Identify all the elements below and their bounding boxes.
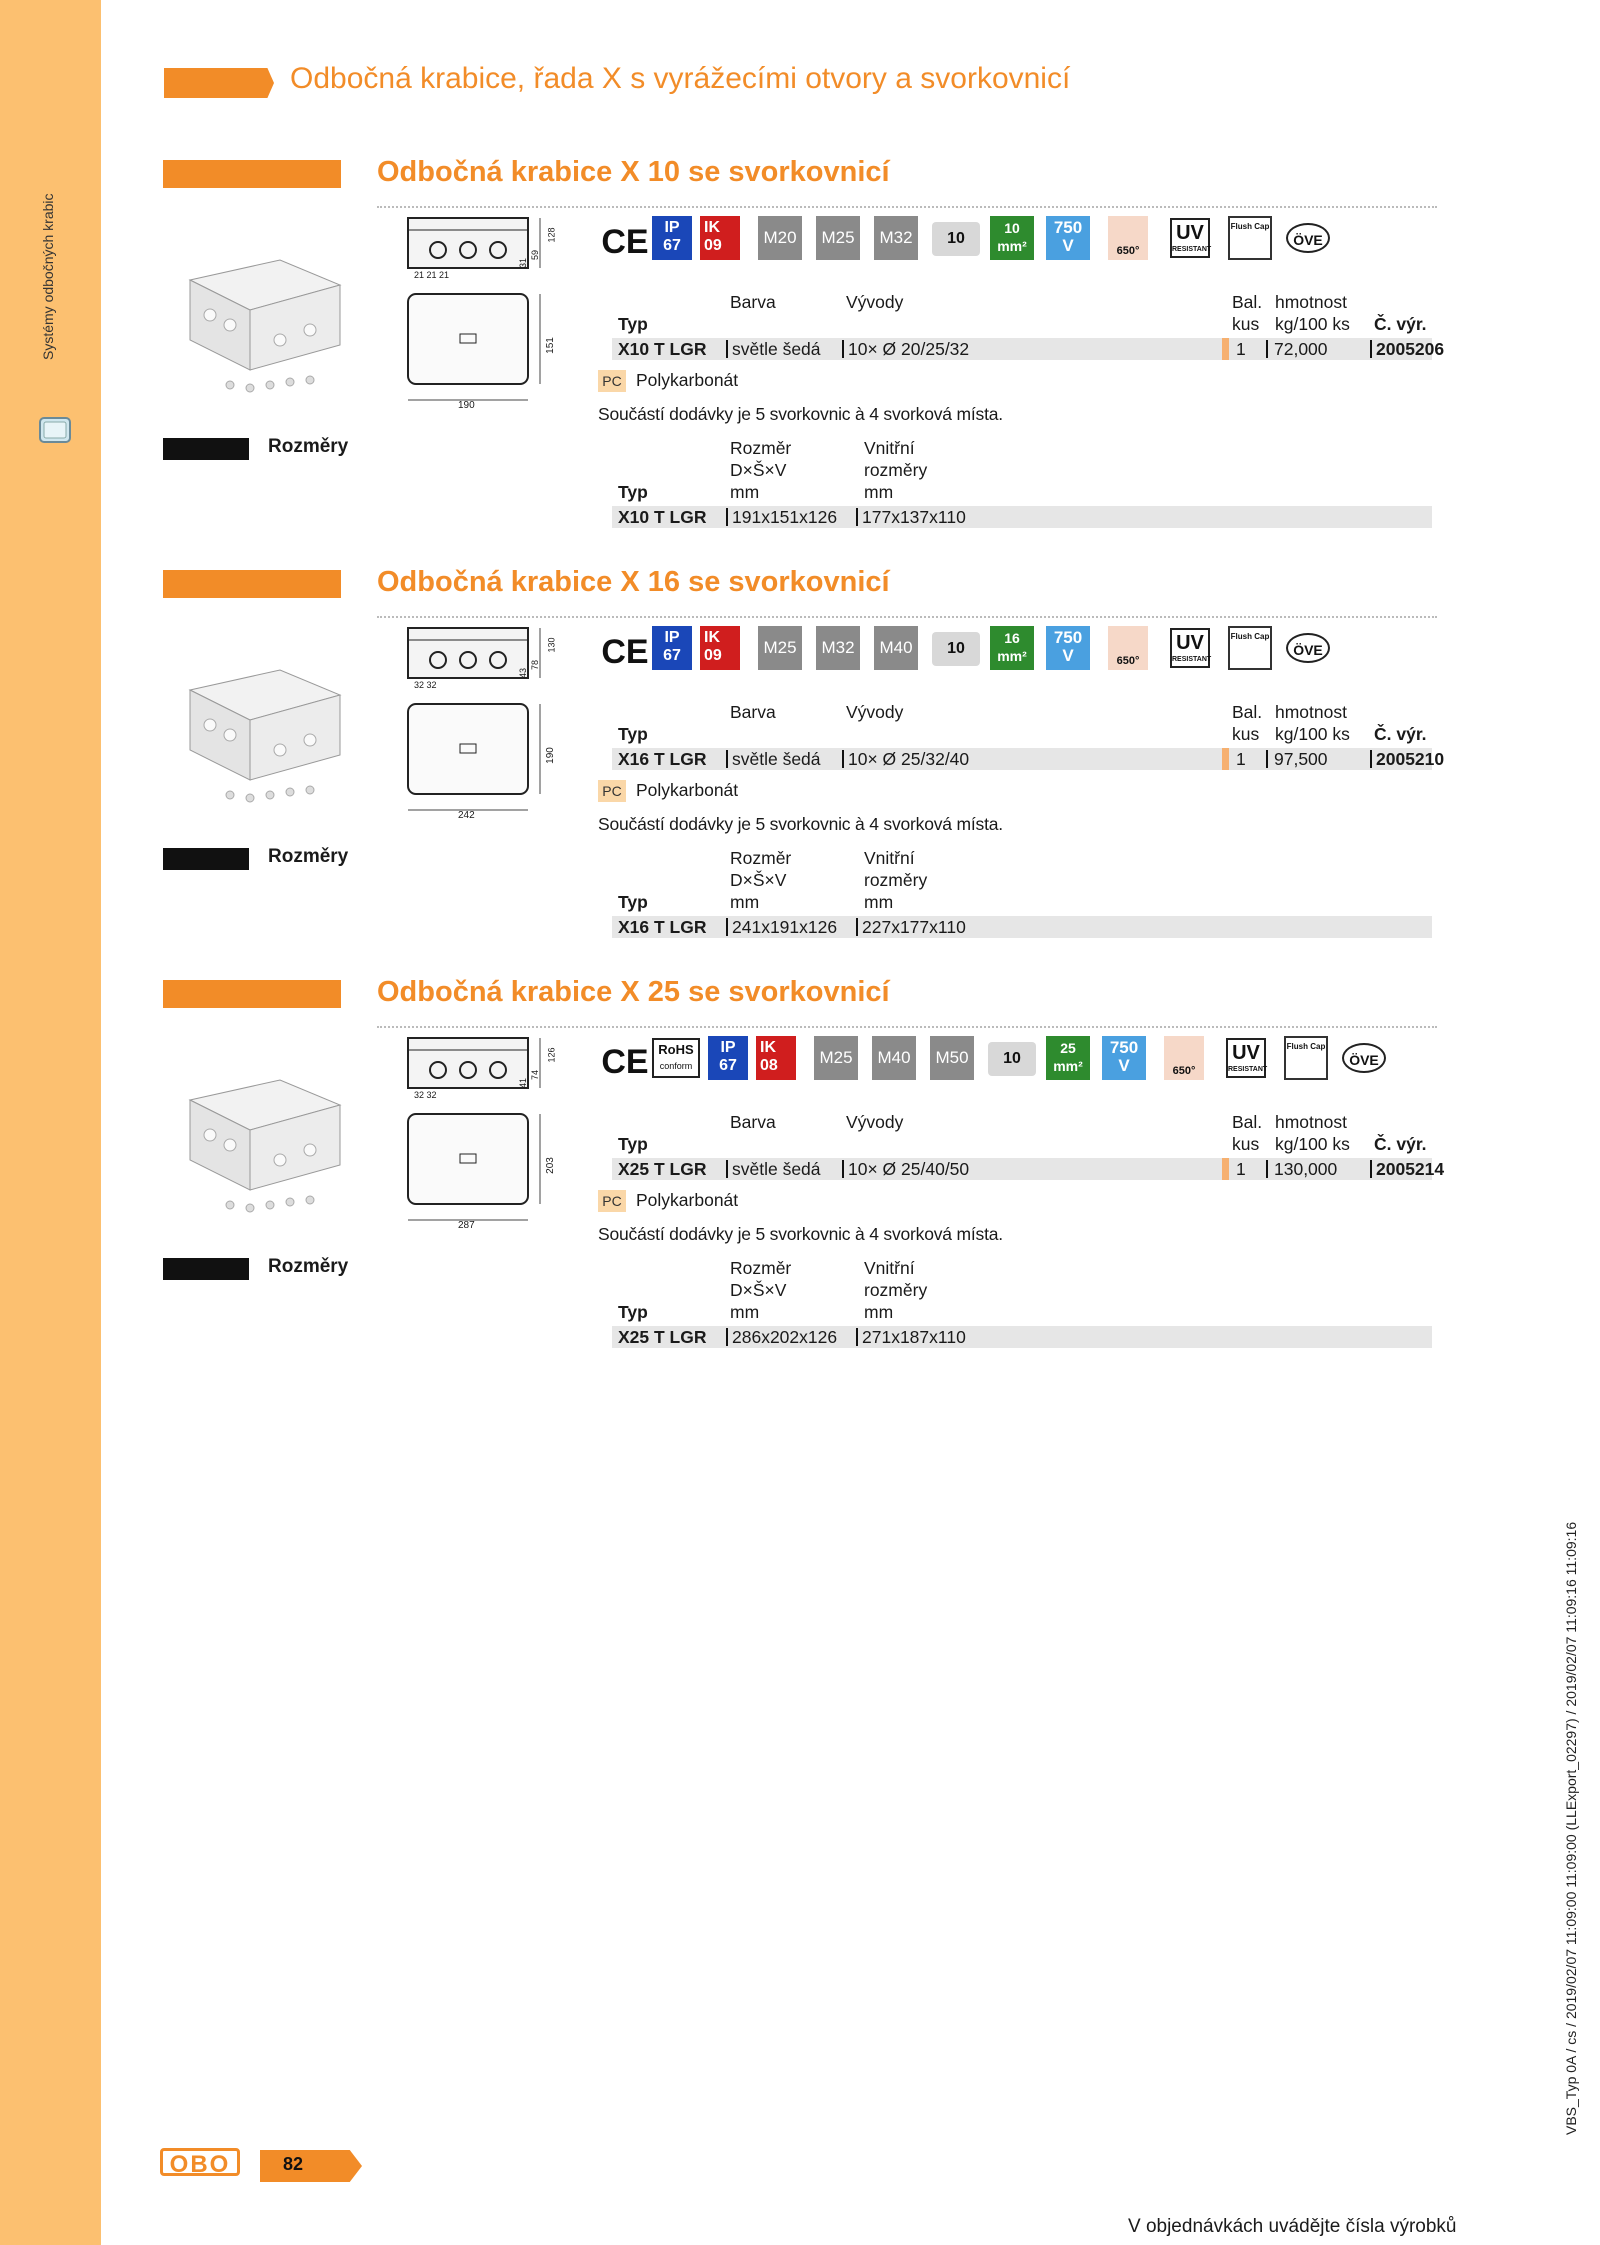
ik-rating-badge: IK 08 (756, 1036, 796, 1080)
dimensions-label: Rozměry (268, 846, 349, 867)
section-bar (163, 980, 341, 1008)
col-kus: kus (1232, 724, 1260, 744)
uv-resistant-badge: UV RESISTANT (1170, 218, 1210, 258)
knockouts-count-badge: 10 (932, 222, 980, 256)
row-sep (1370, 1160, 1372, 1178)
dims-typ: X10 T LGR (618, 507, 707, 527)
sidebar-label: Systémy odbočných krabic (40, 193, 56, 360)
ove-mark-icon: ÖVE (1342, 1043, 1386, 1073)
row-cvyr: 2005210 (1376, 749, 1445, 769)
cross-section-badge: 16 mm² (990, 626, 1034, 670)
material-code: PC (598, 1190, 626, 1212)
ce-mark-icon: CE (601, 633, 649, 671)
dims-vnitrni: 177x137x110 (862, 507, 966, 527)
material: Polykarbonát (636, 780, 739, 800)
dim-col-rozmery: rozměry (864, 870, 928, 890)
product-photo (170, 1050, 350, 1220)
col-kg: kg/100 ks (1275, 1134, 1350, 1154)
material: Polykarbonát (636, 370, 739, 390)
col-kus: kus (1232, 314, 1260, 334)
col-bal: Bal. (1232, 1112, 1263, 1132)
dim-col-mm: mm (864, 482, 894, 502)
dim-col-mm: mm (730, 892, 760, 912)
thread-m20-badge: M20 (758, 216, 802, 260)
col-bal: Bal. (1232, 292, 1263, 312)
delivery-note: Součástí dodávky je 5 svorkovnic à 4 svorková místa. (598, 1224, 1003, 1244)
dim-col-typ: Typ (618, 892, 648, 912)
row-sep (856, 1328, 858, 1346)
product-section (0, 976, 1600, 1380)
dim-col-rozmery: rozměry (864, 460, 928, 480)
dim-col-mm: mm (730, 482, 760, 502)
col-vyvody: Vývody (846, 702, 904, 722)
row-barva: světle šedá (732, 339, 821, 359)
row-typ: X10 T LGR (618, 339, 707, 359)
print-metadata: VBS_Typ 0A / cs / 2019/02/07 11:09:00 11:09:00 (LLExport_02297) / 2019/02/07 11:09:16 11:09:16 (1563, 1521, 1579, 2135)
section-title: Odbočná krabice X 16 se svorkovnicí (377, 566, 890, 598)
col-typ: Typ (618, 314, 648, 334)
page-number-box (260, 2150, 362, 2182)
col-kg: kg/100 ks (1275, 724, 1350, 744)
row-vyvody: 10× Ø 25/40/50 (848, 1159, 970, 1179)
technical-drawing (388, 212, 558, 412)
col-hmotnost: hmotnost (1275, 1112, 1347, 1132)
dim-h3: 41 (518, 1077, 529, 1089)
row-sep (856, 508, 858, 526)
dim-col-dsv: D×Š×V (730, 460, 787, 480)
dimensions-row (612, 1326, 1432, 1348)
thread-m25-badge: M25 (758, 626, 802, 670)
flush-cap-icon: Flush Cap (1228, 216, 1272, 260)
certification-badges (600, 626, 1380, 682)
delivery-note: Součástí dodávky je 5 svorkovnic à 4 svorková místa. (598, 404, 1003, 424)
technical-drawing (388, 1032, 558, 1232)
col-typ: Typ (618, 1134, 648, 1154)
voltage-badge: 750 V (1046, 216, 1090, 260)
dim-width: 190 (458, 400, 475, 411)
dim-height: 203 (544, 1157, 556, 1174)
page-title: Odbočná krabice, řada X s vyrážecími otvory a svorkovnicí (290, 62, 1071, 95)
product-row (612, 338, 1445, 360)
section-rule (377, 206, 1437, 208)
row-hmotnost: 72,000 (1274, 339, 1328, 359)
row-cvyr: 2005214 (1376, 1159, 1445, 1179)
voltage-badge: 750 V (1046, 626, 1090, 670)
col-typ: Typ (618, 724, 648, 744)
row-sep (1266, 1160, 1268, 1178)
row-barva: světle šedá (732, 1159, 821, 1179)
col-cvyr: Č. výr. (1374, 724, 1427, 744)
dim-col-mm: mm (864, 892, 894, 912)
ip-rating-badge: IP 67 (652, 626, 692, 670)
row-barva: světle šedá (732, 749, 821, 769)
thread-m25-badge: M25 (814, 1036, 858, 1080)
dimensions-row (612, 506, 1432, 528)
col-vyvody: Vývody (846, 292, 904, 312)
thread-m40-badge: M40 (874, 626, 918, 670)
row-hmotnost: 97,500 (1274, 749, 1328, 769)
ove-mark-icon: ÖVE (1286, 223, 1330, 253)
uv-resistant-badge: UV RESISTANT (1226, 1038, 1266, 1078)
fire-resistance-icon: 650° (1108, 626, 1148, 670)
row-sep (726, 508, 728, 526)
col-kg: kg/100 ks (1275, 314, 1350, 334)
thread-m40-badge: M40 (872, 1036, 916, 1080)
dimensions-row (612, 916, 1432, 938)
page-title-arrow (164, 68, 274, 98)
dim-col-vnitrni: Vnitřní (864, 1258, 915, 1278)
dim-col-mm: mm (730, 1302, 760, 1322)
voltage-badge: 750 V (1102, 1036, 1146, 1080)
dim-col-rozmer: Rozměr (730, 848, 792, 868)
dim-h3: 43 (518, 667, 529, 679)
flush-cap-icon: Flush Cap (1284, 1036, 1328, 1080)
ik-rating-badge: IK 09 (700, 626, 740, 670)
row-bal: 1 (1236, 749, 1246, 769)
dim-h3: 31 (518, 257, 529, 269)
row-accent (1222, 748, 1229, 770)
cross-section-badge: 10 mm² (990, 216, 1034, 260)
dim-height: 151 (544, 337, 556, 354)
section-rule (377, 1026, 1437, 1028)
row-hmotnost: 130,000 (1274, 1159, 1338, 1179)
dims-rozmer: 191x151x126 (732, 507, 838, 527)
row-sep (856, 918, 858, 936)
col-cvyr: Č. výr. (1374, 314, 1427, 334)
uv-resistant-badge: UV RESISTANT (1170, 628, 1210, 668)
dim-h1: 130 (546, 637, 557, 653)
col-bal: Bal. (1232, 702, 1263, 722)
product-photo (170, 640, 350, 810)
knockouts-count-badge: 10 (932, 632, 980, 666)
ik-rating-badge: IK 09 (700, 216, 740, 260)
col-cvyr: Č. výr. (1374, 1134, 1427, 1154)
row-vyvody: 10× Ø 20/25/32 (848, 339, 970, 359)
material-code: PC (598, 370, 626, 392)
certification-badges (600, 216, 1380, 272)
col-barva: Barva (730, 292, 776, 312)
row-bal: 1 (1236, 1159, 1246, 1179)
cross-section-badge: 25 mm² (1046, 1036, 1090, 1080)
row-sep (726, 1328, 728, 1346)
dim-col-rozmer: Rozměr (730, 438, 792, 458)
section-bar (163, 570, 341, 598)
row-sep (842, 750, 844, 768)
dim-col-rozmery: rozměry (864, 1280, 928, 1300)
dimensions-label: Rozměry (268, 436, 349, 457)
section-bar (163, 160, 341, 188)
ip-rating-badge: IP 67 (652, 216, 692, 260)
thread-m50-badge: M50 (930, 1036, 974, 1080)
dim-col-rozmer: Rozměr (730, 1258, 792, 1278)
section-title: Odbočná krabice X 25 se svorkovnicí (377, 976, 890, 1008)
material: Polykarbonát (636, 1190, 739, 1210)
dim-h2: 59 (530, 249, 541, 261)
row-sep (842, 340, 844, 358)
row-sep (1266, 340, 1268, 358)
dim-col-vnitrni: Vnitřní (864, 848, 915, 868)
ip-rating-badge: IP 67 (708, 1036, 748, 1080)
product-photo (170, 230, 350, 400)
ove-mark-icon: ÖVE (1286, 633, 1330, 663)
row-sep (1370, 340, 1372, 358)
dims-typ: X16 T LGR (618, 917, 707, 937)
dim-h2: 78 (530, 659, 541, 671)
product-section (0, 156, 1600, 560)
row-vyvody: 10× Ø 25/32/40 (848, 749, 970, 769)
dim-spacing: 21 21 21 (414, 270, 450, 280)
material-code: PC (598, 780, 626, 802)
row-sep (726, 1160, 728, 1178)
certification-badges (600, 1036, 1380, 1092)
row-sep (1266, 750, 1268, 768)
obo-logo: OBO (160, 2148, 240, 2176)
dims-rozmer: 286x202x126 (732, 1327, 838, 1347)
row-sep (842, 1160, 844, 1178)
dim-width: 242 (458, 810, 475, 821)
flush-cap-icon: Flush Cap (1228, 626, 1272, 670)
thread-m32-badge: M32 (874, 216, 918, 260)
dims-vnitrni: 271x187x110 (862, 1327, 966, 1347)
dimensions-bar (163, 848, 249, 870)
row-typ: X25 T LGR (618, 1159, 707, 1179)
col-kus: kus (1232, 1134, 1260, 1154)
rohs-badge: RoHS conform (652, 1038, 700, 1078)
fire-resistance-icon: 650° (1108, 216, 1148, 260)
row-sep (1370, 750, 1372, 768)
col-hmotnost: hmotnost (1275, 292, 1347, 312)
drawing-lines (388, 622, 558, 822)
thread-m32-badge: M32 (816, 626, 860, 670)
ce-mark-icon: CE (601, 223, 649, 261)
row-cvyr: 2005206 (1376, 339, 1445, 359)
row-sep (726, 918, 728, 936)
dim-h1: 128 (546, 227, 557, 243)
dim-h1: 126 (546, 1047, 557, 1063)
product-row (612, 1158, 1445, 1180)
page-number: 82 (283, 2154, 304, 2174)
dim-col-vnitrni: Vnitřní (864, 438, 915, 458)
dim-col-dsv: D×Š×V (730, 870, 787, 890)
thread-m25-badge: M25 (816, 216, 860, 260)
section-rule (377, 616, 1437, 618)
dim-col-mm: mm (864, 1302, 894, 1322)
knockouts-count-badge: 10 (988, 1042, 1036, 1076)
drawing-lines (388, 212, 558, 412)
col-barva: Barva (730, 702, 776, 722)
dim-spacing: 32 32 (414, 680, 437, 690)
delivery-note: Součástí dodávky je 5 svorkovnic à 4 svorková místa. (598, 814, 1003, 834)
row-typ: X16 T LGR (618, 749, 707, 769)
row-sep (726, 340, 728, 358)
row-sep (726, 750, 728, 768)
dim-spacing: 32 32 (414, 1090, 437, 1100)
dimensions-label: Rozměry (268, 1256, 349, 1277)
col-barva: Barva (730, 1112, 776, 1132)
technical-drawing (388, 622, 558, 822)
dim-h2: 74 (530, 1069, 541, 1081)
product-row (612, 748, 1445, 770)
row-bal: 1 (1236, 339, 1246, 359)
dims-rozmer: 241x191x126 (732, 917, 838, 937)
dimensions-bar (163, 1258, 249, 1280)
product-section (0, 566, 1600, 970)
dim-height: 190 (544, 747, 556, 764)
dims-typ: X25 T LGR (618, 1327, 707, 1347)
footer-note: V objednávkách uvádějte čísla výrobků (1128, 2216, 1457, 2237)
ce-mark-icon: CE (601, 1043, 649, 1081)
dim-width: 287 (458, 1220, 475, 1231)
row-accent (1222, 338, 1229, 360)
row-accent (1222, 1158, 1229, 1180)
dims-vnitrni: 227x177x110 (862, 917, 966, 937)
col-vyvody: Vývody (846, 1112, 904, 1132)
dimensions-bar (163, 438, 249, 460)
drawing-lines (388, 1032, 558, 1232)
dim-col-dsv: D×Š×V (730, 1280, 787, 1300)
dim-col-typ: Typ (618, 1302, 648, 1322)
col-hmotnost: hmotnost (1275, 702, 1347, 722)
section-title: Odbočná krabice X 10 se svorkovnicí (377, 156, 890, 188)
fire-resistance-icon: 650° (1164, 1036, 1204, 1080)
dim-col-typ: Typ (618, 482, 648, 502)
